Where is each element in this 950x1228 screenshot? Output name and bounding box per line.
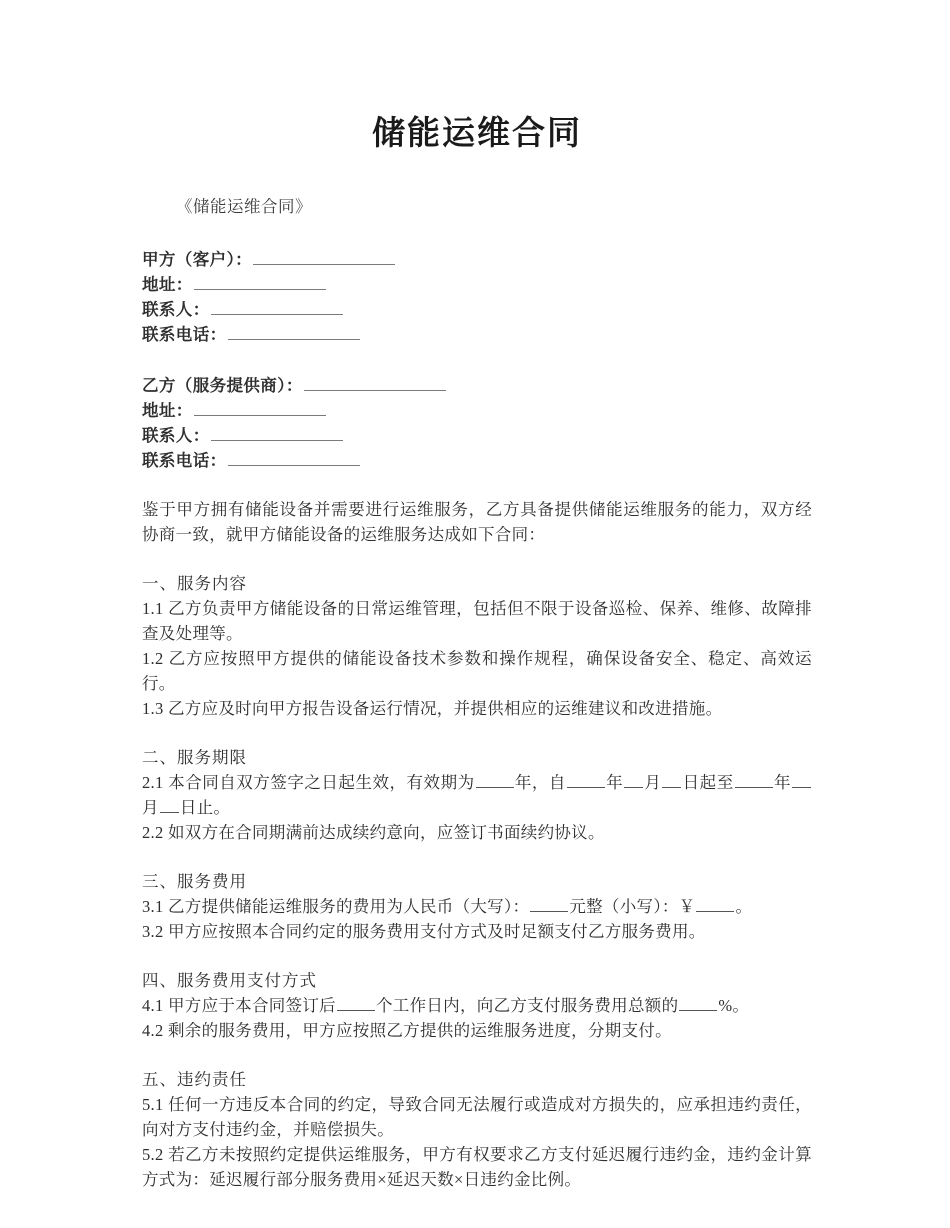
contract-term-years-blank[interactable] xyxy=(476,772,514,788)
clause-2-2-number: 2.2 xyxy=(142,823,164,843)
party-a-address-label: 地址： xyxy=(142,275,193,295)
clause-2-1-number: 2.1 xyxy=(142,773,164,793)
clause-2-1-part-6: 年 xyxy=(773,773,791,793)
clause-1-1-number: 1.1 xyxy=(142,599,164,619)
document-subtitle: 《储能运维合同》 xyxy=(176,197,312,217)
start-year-blank[interactable] xyxy=(567,772,605,788)
party-b-phone-label: 联系电话： xyxy=(142,451,227,471)
end-month-blank[interactable] xyxy=(792,772,811,788)
clause-1-3-number: 1.3 xyxy=(142,699,164,719)
clause-2-1-part-5: 日起至 xyxy=(682,773,734,793)
section-heading-4: 四、服务费用支付方式 xyxy=(142,971,317,991)
party-a-phone-row xyxy=(142,322,812,347)
clause-4-2-text: 剩余的服务费用，甲方应按照乙方提供的运维服务进度，分期支付。 xyxy=(167,1021,672,1041)
party-a-name-row xyxy=(142,247,812,272)
party-b-contact-label: 联系人： xyxy=(142,426,210,446)
clause-3-1-part-3: 。 xyxy=(735,897,753,917)
page-title: 储能运维合同 xyxy=(372,113,582,152)
party-a-contact-label: 联系人： xyxy=(142,300,210,320)
clause-2-2 xyxy=(142,820,812,845)
clause-2-1-part-2: 年，自 xyxy=(514,773,566,793)
end-day-blank[interactable] xyxy=(160,797,179,813)
clause-5-1-text: 任何一方违反本合同的约定，导致合同无法履行或造成对方损失的，应承担违约责任，向对方支付违约金，并赔偿损失。 xyxy=(142,1095,812,1140)
clause-3-1-part-1: 乙方提供储能运维服务的费用为人民币（大写）： xyxy=(167,897,530,917)
clause-5-2 xyxy=(142,1142,812,1192)
party-b-phone-blank[interactable] xyxy=(228,450,360,467)
clause-4-1 xyxy=(142,993,812,1018)
party-b-address-row xyxy=(142,398,812,423)
payment-percent-blank[interactable] xyxy=(679,995,717,1011)
clause-2-1 xyxy=(142,770,812,820)
start-day-blank[interactable] xyxy=(662,772,681,788)
party-a-phone-label: 联系电话： xyxy=(142,325,227,345)
clause-2-1-part-1: 本合同自双方签字之日起生效，有效期为 xyxy=(168,773,475,793)
clause-1-2 xyxy=(142,646,812,696)
clause-2-2-text: 如双方在合同期满前达成续约意向，应签订书面续约协议。 xyxy=(167,823,605,843)
clause-2-1-part-3: 年 xyxy=(605,773,624,793)
party-a-contact-blank[interactable] xyxy=(211,299,343,316)
working-days-blank[interactable] xyxy=(337,995,375,1011)
party-a-phone-blank[interactable] xyxy=(228,324,360,341)
party-a-name-label: 甲方（客户）： xyxy=(142,250,253,270)
party-b-block xyxy=(142,347,812,473)
preamble-paragraph: 鉴于甲方拥有储能设备并需要进行运维服务，乙方具备提供储能运维服务的能力，双方经协商一致，就甲方储能设备的运维服务达成如下合同： xyxy=(142,500,812,545)
clause-1-1-text: 乙方负责甲方储能设备的日常运维管理，包括但不限于设备巡检、保养、维修、故障排查及处理等。 xyxy=(142,599,812,644)
clause-5-1-number: 5.1 xyxy=(142,1095,164,1115)
party-b-address-label: 地址： xyxy=(142,401,193,421)
clause-4-1-part-2: 个工作日内，向乙方支付服务费用总额的 xyxy=(375,996,679,1016)
party-a-name-blank[interactable] xyxy=(253,249,395,266)
end-year-blank[interactable] xyxy=(735,772,773,788)
clause-3-2 xyxy=(142,919,812,944)
party-b-name-row xyxy=(142,373,812,398)
party-b-name-blank[interactable] xyxy=(304,375,446,392)
clause-4-2-number: 4.2 xyxy=(142,1021,164,1041)
section-heading-2: 二、服务期限 xyxy=(142,748,247,768)
clause-4-1-number: 4.1 xyxy=(142,996,164,1016)
clause-3-1 xyxy=(142,894,812,919)
party-a-contact-row xyxy=(142,297,812,322)
clause-2-1-part-4: 月 xyxy=(644,773,662,793)
clause-4-1-part-1: 甲方应于本合同签订后 xyxy=(167,996,336,1016)
start-month-blank[interactable] xyxy=(624,772,643,788)
section-heading-5: 五、违约责任 xyxy=(142,1070,247,1090)
clause-4-2 xyxy=(142,1018,812,1043)
party-a-block xyxy=(142,219,812,347)
clause-3-1-part-2: 元整（小写）：￥ xyxy=(569,897,696,917)
clause-5-1 xyxy=(142,1092,812,1142)
fee-uppercase-blank[interactable] xyxy=(530,896,568,912)
party-a-address-row xyxy=(142,272,812,297)
clause-1-2-number: 1.2 xyxy=(142,649,164,669)
party-b-contact-blank[interactable] xyxy=(211,425,343,442)
document-body xyxy=(142,0,812,1192)
clause-1-2-text: 乙方应按照甲方提供的储能设备技术参数和操作规程，确保设备安全、稳定、高效运行。 xyxy=(142,649,812,694)
clause-3-2-text: 甲方应按照本合同约定的服务费用支付方式及时足额支付乙方服务费用。 xyxy=(167,922,706,942)
party-b-phone-row xyxy=(142,448,812,473)
clause-1-3-text: 乙方应及时向甲方报告设备运行情况，并提供相应的运维建议和改进措施。 xyxy=(167,699,723,719)
clause-1-1 xyxy=(142,596,812,646)
clause-5-2-number: 5.2 xyxy=(142,1145,164,1165)
clause-3-1-number: 3.1 xyxy=(142,897,164,917)
fee-amount-blank[interactable] xyxy=(696,896,734,912)
party-b-address-blank[interactable] xyxy=(194,400,326,417)
party-b-name-label: 乙方（服务提供商）： xyxy=(142,376,303,396)
party-b-contact-row xyxy=(142,423,812,448)
clause-4-1-part-3: %。 xyxy=(718,996,750,1016)
section-heading-3: 三、服务费用 xyxy=(142,872,247,892)
section-heading-1: 一、服务内容 xyxy=(142,574,247,594)
clause-1-3 xyxy=(142,696,812,721)
clause-2-1-part-8: 日止。 xyxy=(179,798,231,818)
clause-2-1-part-7: 月 xyxy=(142,798,159,818)
clause-5-2-text: 若乙方未按照约定提供运维服务，甲方有权要求乙方支付延迟履行违约金，违约金计算方式为：延迟履行部分服务费用×延迟天数×日违约金比例。 xyxy=(142,1145,812,1190)
clause-3-2-number: 3.2 xyxy=(142,922,164,942)
party-a-address-blank[interactable] xyxy=(194,274,326,291)
